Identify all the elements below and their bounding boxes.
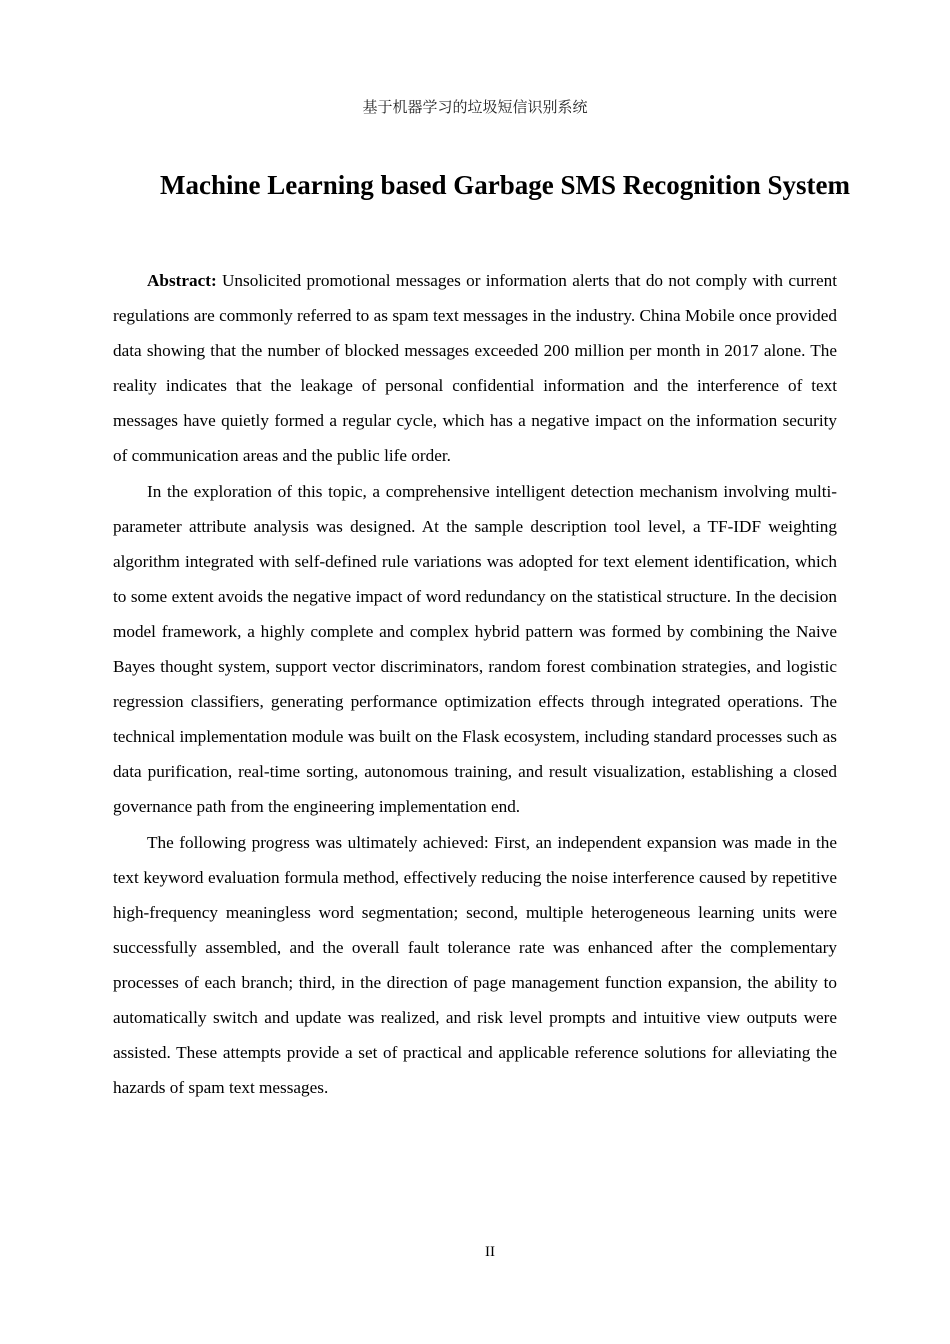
abstract-paragraph-1-text: Unsolicited promotional messages or information alerts that do not comply with current regulations are commonly referred to as spam text messages in the industry. China Mobile once provided data showing that the number of blocked messages exceeded 200 million per month in 2017 alone. The reality indicates that the leakage of personal confidential information and the interference of text messages have quietly formed a regular cycle, which has a negative impact on the information security of communication areas and the public life order. xyxy=(113,271,837,466)
running-header: 基于机器学习的垃圾短信识别系统 xyxy=(362,100,588,116)
abstract-section xyxy=(113,263,837,1105)
abstract-paragraph-1 xyxy=(113,263,837,474)
abstract-label: Abstract: xyxy=(147,271,217,290)
paper-title: Machine Learning based Garbage SMS Recognition System xyxy=(160,170,851,200)
page-number: II xyxy=(485,1244,495,1260)
abstract-paragraph-3: The following progress was ultimately achieved: First, an independent expansion was made in the text keyword evaluation formula method, effectively reducing the noise interference caused by repetitive high-frequency meaningless word segmentation; second, multiple heterogeneous learning units were successfully assembled, and the overall fault tolerance rate was enhanced after the complementary processes of each branch; third, in the direction of page management function expansion, the ability to automatically switch and update was realized, and risk level prompts and intuitive view outputs were assisted. These attempts provide a set of practical and applicable reference solutions for alleviating the hazards of spam text messages. xyxy=(113,832,837,1098)
abstract-paragraph-2: In the exploration of this topic, a comprehensive intelligent detection mechanism involving multi-parameter attribute analysis was designed. At the sample description tool level, a TF-IDF weighting algorithm integrated with self-defined rule variations was adopted for text element identification, which to some extent avoids the negative impact of word redundancy on the statistical structure. In the decision model framework, a highly complete and complex hybrid pattern was formed by combining the Naive Bayes thought system, support vector discriminators, random forest combination strategies, and logistic regression classifiers, generating performance optimization effects through integrated operations. The technical implementation module was built on the Flask ecosystem, including standard processes such as data purification, real-time sorting, autonomous training, and result visualization, establishing a closed governance path from the engineering implementation end. xyxy=(113,481,837,817)
